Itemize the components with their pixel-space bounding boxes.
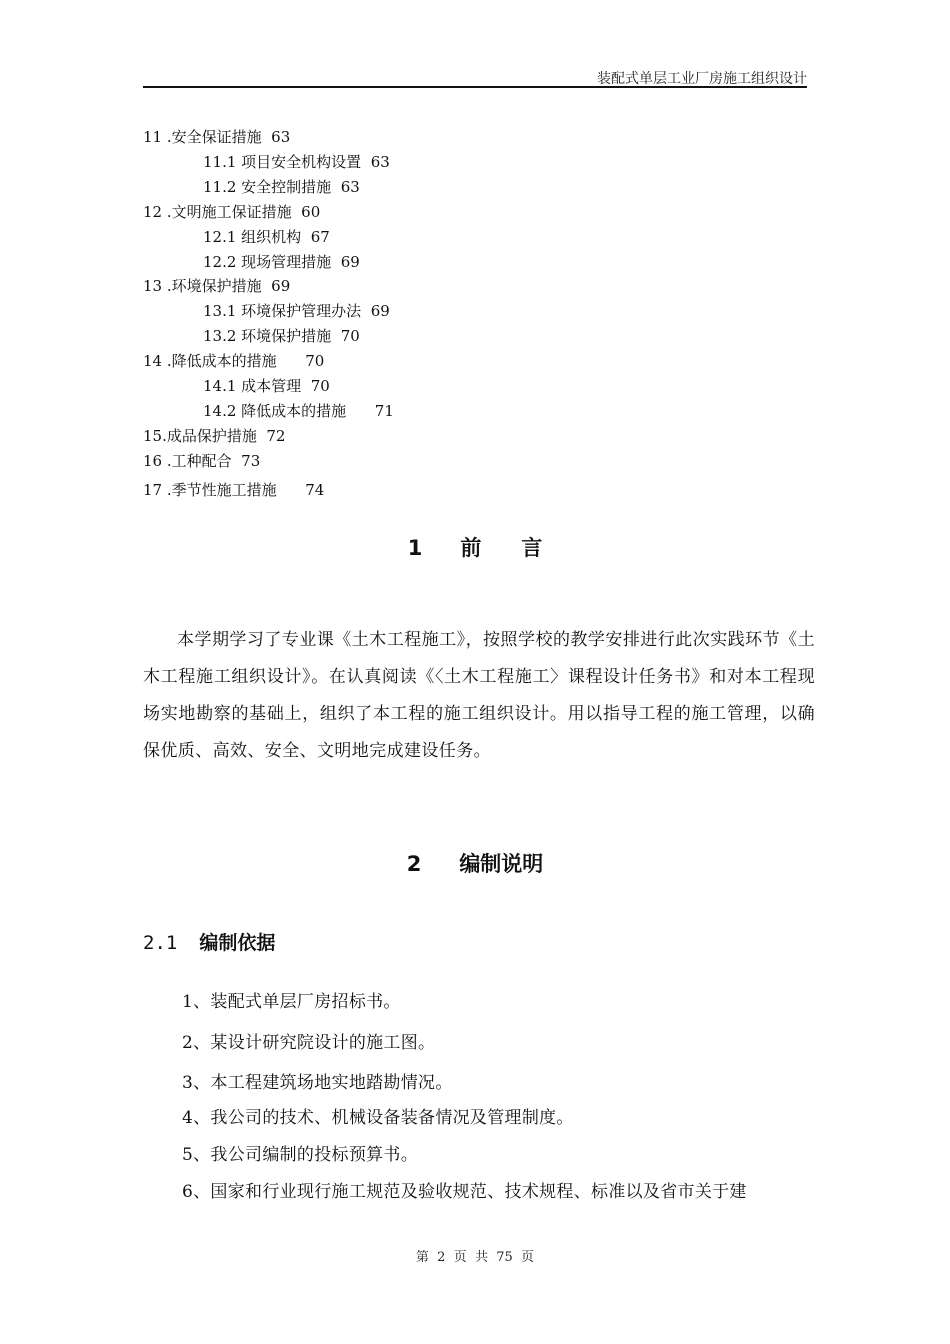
section-2-number: 2: [406, 852, 422, 876]
list-item: 3、本工程建筑场地实地踏勘情况。: [182, 1073, 453, 1093]
toc-entry: 12.1 组织机构 67: [203, 228, 330, 246]
subsection-title: 编制依据: [199, 932, 276, 954]
list-item: 1、装配式单层厂房招标书。: [182, 992, 401, 1012]
section-2-heading: [0, 848, 950, 878]
toc-entry: 12.2 现场管理措施 69: [203, 253, 360, 271]
section-1-number: 1: [407, 536, 423, 560]
subsection-heading: [143, 928, 275, 955]
toc-entry: 11.1 项目安全机构设置 63: [203, 153, 390, 171]
toc-entry: 14.2 降低成本的措施 71: [203, 402, 394, 420]
toc-entry: 13.2 环境保护措施 70: [203, 327, 360, 345]
list-item: 5、我公司编制的投标预算书。: [182, 1145, 419, 1165]
page-footer: 第 2 页 共 75 页: [415, 1250, 535, 1265]
toc-entry: 13.1 环境保护管理办法 69: [203, 302, 390, 320]
section-1-heading: [0, 532, 950, 562]
toc-entry: 14 .降低成本的措施 70: [143, 352, 325, 370]
preface-paragraph: 本学期学习了专业课《土木工程施工》，按照学校的教学安排进行此次实践环节《土木工程施工组织设计》。在认真阅读《〈土木工程施工〉课程设计任务书》和对本工程现场实地勘察的基础上，组织了本工程的施工组织设计。用以指导工程的施工管理，以确保优质、高效、安全、文明地完成建设任务。: [143, 630, 815, 761]
list-item: 4、我公司的技术、机械设备装备情况及管理制度。: [182, 1108, 574, 1128]
list-item: 6、国家和行业现行施工规范及验收规范、技术规程、标准以及省市关于建: [182, 1182, 747, 1202]
toc-entry: 12 .文明施工保证措施 60: [143, 203, 321, 221]
section-1-title-char: 前: [460, 536, 482, 560]
toc-entry: 13 .环境保护措施 69: [143, 277, 291, 295]
toc-entry: 17 .季节性施工措施 74: [143, 481, 325, 499]
header-divider: [143, 86, 807, 88]
toc-entry: 15.成品保护措施 72: [143, 427, 286, 445]
toc-entry: 14.1 成本管理 70: [203, 377, 330, 395]
toc-entry: 11 .安全保证措施 63: [143, 128, 291, 146]
list-item: 2、某设计研究院设计的施工图。: [182, 1033, 436, 1053]
header-title: 装配式单层工业厂房施工组织设计: [597, 71, 807, 87]
section-1-title-char: 言: [521, 536, 543, 560]
section-2-title: 编制说明: [459, 852, 544, 876]
subsection-number: 2.1: [143, 932, 178, 954]
toc-entry: 16 .工种配合 73: [143, 452, 261, 470]
toc-entry: 11.2 安全控制措施 63: [203, 178, 360, 196]
